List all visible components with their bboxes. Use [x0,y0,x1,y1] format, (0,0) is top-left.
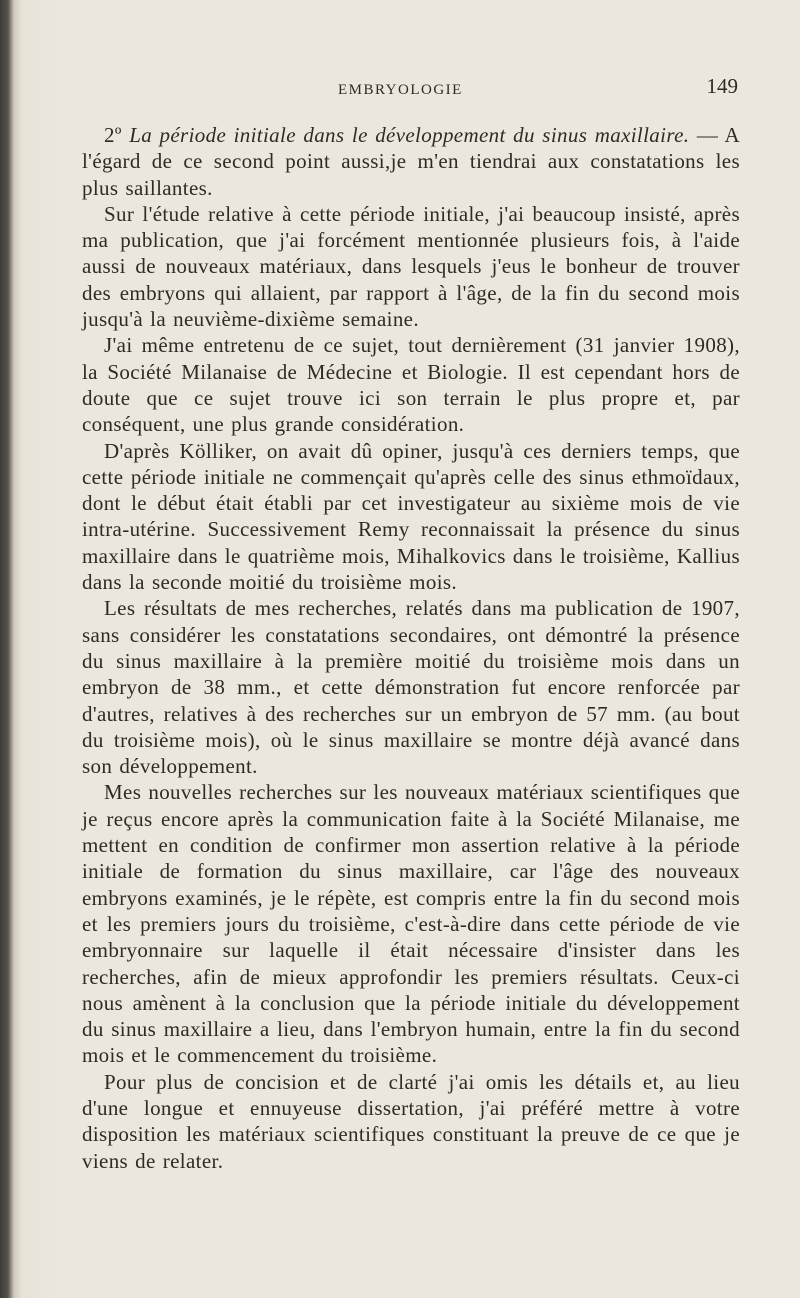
paragraph: Pour plus de concision et de clarté j'ai omis les détails et, au lieu d'une longue et ennuyeuse dissertation, j'ai préféré mettre à votre disposition les matériaux scientifiques constituant la preuve de ce que je viens de relater. [82,1069,740,1173]
running-title: EMBRYOLOGIE [338,82,463,98]
section-heading: La période initiale dans le développement du sinus maxillaire. [129,123,690,147]
section-paragraph [82,122,740,201]
page-number: 149 [706,74,738,98]
paragraph: D'après Kölliker, on avait dû opiner, jusqu'à ces derniers temps, que cette période initiale ne commençait qu'après celle des sinus ethmoïdaux, dont le début était établi par cet investigateur au sixième mois de vie intra-utérine. Successivement Remy reconnaissait la présence du sinus maxillaire dans le quatrième mois, Mihalkovics dans le troisième, Kallius dans la seconde moitié du troisième mois. [82,438,740,595]
body-text [82,122,740,1174]
paragraph: Les résultats de mes recherches, relatés dans ma publication de 1907, sans considérer les constatations secondaires, ont démontré la présence du sinus maxillaire à la première moitié du troisième mois dans un embryon de 38 mm., et cette démonstration fut encore renforcée par d'autres, relatives à des recherches sur un embryon de 57 mm. (au bout du troisième mois), où le sinus maxillaire se montre déjà avancé dans son développement. [82,596,740,779]
paragraph: J'ai même entretenu de ce sujet, tout dernièrement (31 janvier 1908), la Société Milanaise de Médecine et Biologie. Il est cependant hors de doute que ce sujet trouve ici son terrain le plus propre et, par conséquent, une plus grande considération. [82,333,740,437]
paragraph: Sur l'étude relative à cette période initiale, j'ai beaucoup insisté, après ma publication, que j'ai forcément mentionnée plusieurs fois, à l'aide aussi de nouveaux matériaux, dans lesquels j'eus le bonheur de trouver des embryons qui allaient, par rapport à l'âge, de la fin du second mois jusqu'à la neuvième-dixième semaine. [82,201,740,332]
page-header [82,70,738,104]
section-intro: — A l'égard de ce second point aussi,je m'en tiendrai aux constatations les plus saillantes. [82,123,740,200]
paragraph: Mes nouvelles recherches sur les nouveaux matériaux scientifiques que je reçus encore après la communication faite à la Société Milanaise, me mettent en condition de confirmer mon assertion relative à la période initiale de formation du sinus maxillaire, car l'âge des nouveaux embryons examinés, je le répète, est compris entre la fin du second mois et les premiers jours du troisième, c'est-à-dire dans cette période de vie embryonnaire sur laquelle il était nécessaire d'insister dans les recherches, afin de mieux approfondir les premiers résultats. Ceux-ci nous amènent à la conclusion que la période initiale du développement du sinus maxillaire a lieu, dans l'embryon humain, entre la fin du second mois et le commencement du troisième. [82,780,740,1068]
section-number: 2º [104,123,122,147]
